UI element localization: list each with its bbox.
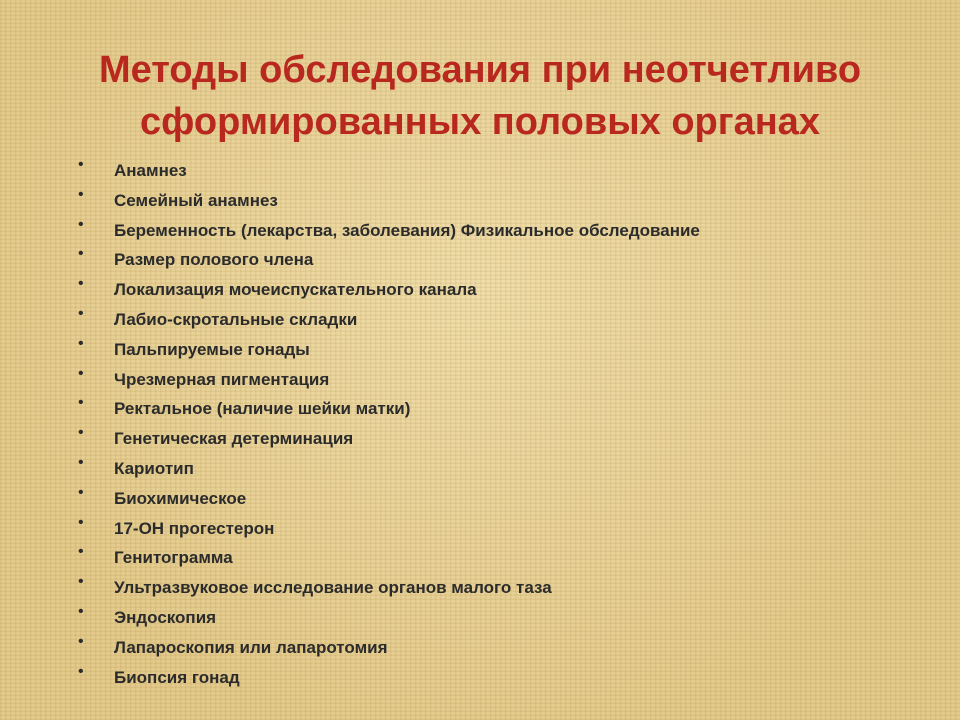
list-item-text: Анамнез	[114, 161, 187, 180]
list-item-text: Лабио-скротальные складки	[114, 309, 358, 329]
list-item	[70, 394, 930, 424]
list-item	[70, 424, 930, 454]
list-item	[70, 156, 930, 186]
list-item	[70, 484, 930, 514]
slide-title-line-2: сформированных половых органах	[140, 101, 820, 143]
list-item-text: Ультразвуковое исследование органов малого таза	[114, 578, 552, 598]
list-item	[70, 454, 930, 484]
bullet-icon: •	[78, 156, 84, 173]
bullet-icon: •	[78, 513, 84, 531]
list-item	[70, 245, 930, 275]
bullet-icon: •	[78, 245, 84, 263]
bullet-icon: •	[78, 304, 84, 322]
bullet-icon: •	[78, 662, 84, 680]
list-item	[70, 186, 930, 216]
bullet-icon: •	[78, 334, 84, 352]
list-item-text: Беременность (лекарства, заболевания) Физикальное обследование	[114, 220, 700, 240]
bullet-icon: •	[78, 632, 84, 650]
list-item-text: 17-ОН прогестерон	[114, 518, 275, 538]
list-item	[70, 514, 930, 544]
list-item	[70, 335, 930, 365]
bullet-icon: •	[78, 602, 84, 620]
list-item-text: Ректальное (наличие шейки матки)	[114, 399, 411, 419]
list-item-text: Генетическая детерминация	[114, 429, 354, 449]
bullet-icon: •	[78, 215, 84, 233]
list-item-text: Биопсия гонад	[114, 667, 240, 687]
slide-title-line-1: Методы обследования при неотчетливо	[98, 49, 862, 91]
list-item-text: Чрезмерная пигментация	[114, 369, 330, 389]
list-item-text: Кариотип	[114, 458, 194, 478]
slide-title	[30, 44, 930, 148]
list-item	[70, 216, 930, 246]
bullet-icon: •	[78, 424, 84, 442]
bullet-icon: •	[78, 185, 84, 203]
list-item	[70, 603, 930, 633]
list-item	[70, 573, 930, 603]
list-item-text: Лапароскопия или лапаротомия	[114, 637, 388, 657]
list-item	[70, 663, 930, 693]
list-item-text: Эндоскопия	[114, 607, 217, 627]
bullet-icon: •	[78, 275, 84, 293]
list-item-text: Семейный анамнез	[114, 190, 278, 210]
bullet-icon: •	[78, 364, 84, 382]
list-item	[70, 305, 930, 335]
list-item	[70, 543, 930, 573]
bullet-icon: •	[78, 573, 84, 591]
list-item	[70, 275, 930, 305]
bullet-icon: •	[78, 483, 84, 501]
list-item-text: Генитограмма	[114, 548, 233, 568]
bullet-list	[70, 156, 930, 692]
list-item-text: Пальпируемые гонады	[114, 339, 310, 359]
list-item	[70, 633, 930, 663]
list-item-text: Биохимическое	[114, 488, 247, 508]
bullet-icon: •	[78, 453, 84, 471]
bullet-icon: •	[78, 394, 84, 412]
list-item-text: Размер полового члена	[114, 250, 314, 270]
list-item-text: Локализация мочеиспускательного канала	[114, 280, 477, 300]
bullet-icon: •	[78, 543, 84, 561]
list-item	[70, 365, 930, 395]
